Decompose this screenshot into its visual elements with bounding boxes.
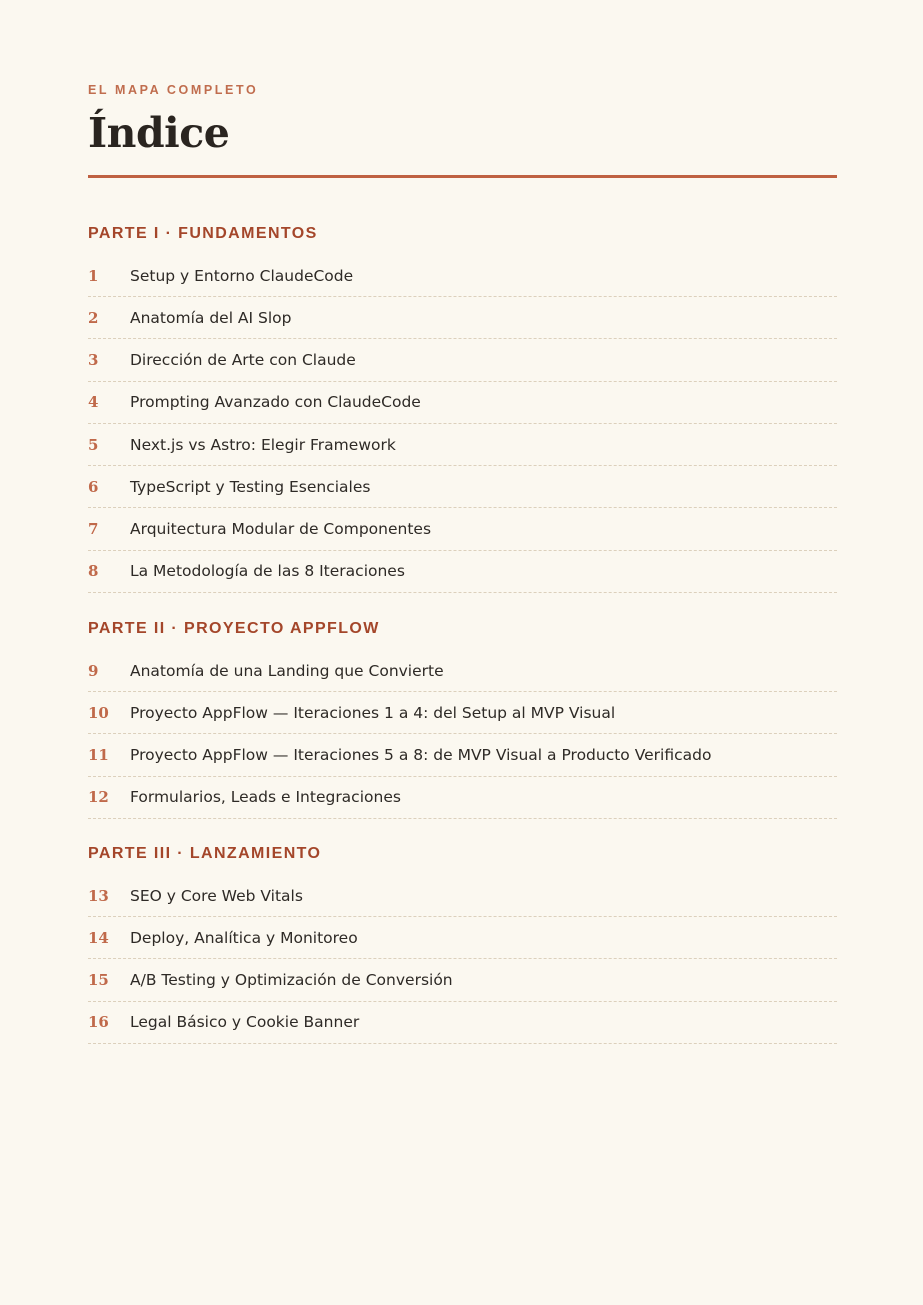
chapter-title: A/B Testing y Optimización de Conversión <box>130 970 453 989</box>
chapter-number: 13 <box>88 886 109 905</box>
chapter-number: 2 <box>88 308 99 327</box>
chapter-entry[interactable] <box>88 256 837 297</box>
chapter-entry[interactable] <box>88 651 837 692</box>
table-of-contents <box>88 82 837 1044</box>
chapter-number: 3 <box>88 350 99 369</box>
chapter-entry[interactable] <box>88 734 837 776</box>
chapter-title: Next.js vs Astro: Elegir Framework <box>130 435 396 454</box>
chapter-entry[interactable] <box>88 876 837 917</box>
chapter-number: 1 <box>88 267 99 285</box>
chapter-title: Deploy, Analítica y Monitoreo <box>130 928 358 947</box>
chapter-title: Legal Básico y Cookie Banner <box>130 1013 360 1032</box>
chapter-title: SEO y Core Web Vitals <box>130 886 303 905</box>
chapter-number: 12 <box>88 788 109 807</box>
chapter-number: 9 <box>88 662 99 681</box>
chapter-title: Setup y Entorno ClaudeCode <box>130 267 354 285</box>
chapter-entry[interactable] <box>88 917 837 959</box>
chapter-title: Prompting Avanzado con ClaudeCode <box>130 393 421 412</box>
chapter-list <box>88 256 837 593</box>
chapter-entry[interactable] <box>88 551 837 593</box>
eyebrow-label: EL MAPA COMPLETO <box>88 83 259 97</box>
chapter-title: Anatomía de una Landing que Convierte <box>130 662 444 681</box>
chapter-entry[interactable] <box>88 297 837 339</box>
chapter-number: 10 <box>88 703 109 722</box>
chapter-title: Anatomía del AI Slop <box>130 308 292 327</box>
part-heading: PARTE I · FUNDAMENTOS <box>88 225 318 242</box>
chapter-list <box>88 651 837 819</box>
page-title: Índice <box>88 109 230 157</box>
chapter-title: Arquitectura Modular de Componentes <box>130 520 432 539</box>
chapter-number: 6 <box>88 477 99 496</box>
chapter-title: Dirección de Arte con Claude <box>130 350 356 369</box>
part-heading: PARTE II · PROYECTO APPFLOW <box>88 620 380 638</box>
chapter-entry[interactable] <box>88 692 837 734</box>
chapter-number: 4 <box>88 393 99 412</box>
chapter-title: Proyecto AppFlow — Iteraciones 5 a 8: de MVP Visual a Producto Verificado <box>130 746 712 765</box>
chapter-entry[interactable] <box>88 382 837 424</box>
chapter-title: La Metodología de las 8 Iteraciones <box>130 562 405 581</box>
chapter-number: 16 <box>88 1013 109 1032</box>
chapter-title: TypeScript y Testing Esenciales <box>130 477 371 496</box>
chapter-entry[interactable] <box>88 424 837 466</box>
chapter-entry[interactable] <box>88 959 837 1001</box>
chapter-list <box>88 876 837 1044</box>
chapter-number: 11 <box>88 746 109 765</box>
chapter-number: 5 <box>88 435 99 454</box>
chapter-number: 14 <box>88 928 109 947</box>
chapter-number: 8 <box>88 562 99 581</box>
part-heading: PARTE III · LANZAMIENTO <box>88 844 322 862</box>
chapter-title: Formularios, Leads e Integraciones <box>130 788 401 807</box>
chapter-number: 7 <box>88 520 99 539</box>
chapter-entry[interactable] <box>88 777 837 819</box>
part-section <box>88 593 837 819</box>
chapter-number: 15 <box>88 970 109 989</box>
chapter-title: Proyecto AppFlow — Iteraciones 1 a 4: del Setup al MVP Visual <box>130 703 616 722</box>
chapter-entry[interactable] <box>88 1002 837 1044</box>
part-section <box>88 819 837 1044</box>
part-section <box>88 178 837 593</box>
chapter-entry[interactable] <box>88 508 837 550</box>
chapter-entry[interactable] <box>88 466 837 508</box>
chapter-entry[interactable] <box>88 339 837 381</box>
